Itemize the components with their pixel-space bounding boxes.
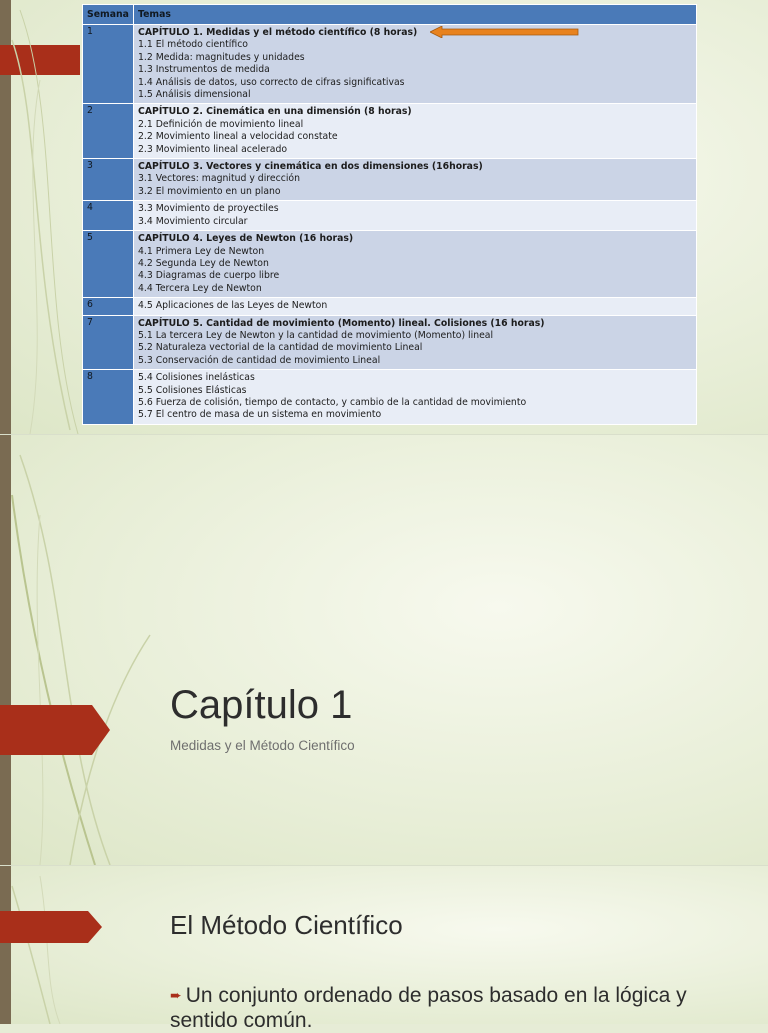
- schedule-table: [82, 4, 697, 425]
- bullet-arrow-icon: ➨: [170, 987, 182, 1003]
- accent-tab: [0, 911, 104, 943]
- table-row: [83, 25, 697, 104]
- chapter-subtitle: Medidas y el Método Científico: [170, 738, 355, 753]
- topic-item: 4.3 Diagramas de cuerpo libre: [138, 270, 280, 282]
- topic-item: 2.2 Movimiento lineal a velocidad constate: [138, 131, 338, 143]
- topic-item: 3.3 Movimiento de proyectiles: [138, 203, 279, 215]
- chapter-title: Capítulo 1: [170, 683, 353, 727]
- topic-item: 1.4 Análisis de datos, uso correcto de cifras significativas: [138, 76, 405, 88]
- chapter-heading: CAPÍTULO 2. Cinemática en una dimensión (8 horas): [138, 106, 412, 118]
- topic-item: 3.2 El movimiento en un plano: [138, 185, 281, 197]
- table-row: [83, 231, 697, 298]
- week-cell: 5: [83, 231, 134, 298]
- slide-chapter-title: [0, 435, 768, 865]
- week-cell: 6: [83, 298, 134, 315]
- topics-cell: [134, 104, 697, 159]
- bullet-text: Un conjunto ordenado de pasos basado en la lógica y sentido común.: [170, 984, 687, 1032]
- topic-item: 5.6 Fuerza de colisión, tiempo de contacto, y cambio de la cantidad de movimiento: [138, 396, 527, 408]
- table-row: [83, 159, 697, 201]
- week-cell: 7: [83, 315, 134, 370]
- topic-item: 4.4 Tercera Ley de Newton: [138, 282, 262, 294]
- topic-item: 1.3 Instrumentos de medida: [138, 64, 270, 76]
- topic-item: 5.4 Colisiones inelásticas: [138, 372, 255, 384]
- topic-item: 3.4 Movimiento circular: [138, 215, 248, 227]
- header-semana: Semana: [83, 5, 134, 25]
- topic-item: 1.2 Medida: magnitudes y unidades: [138, 51, 305, 63]
- topic-item: 5.7 El centro de masa de un sistema en movimiento: [138, 409, 382, 421]
- topics-cell: [134, 370, 697, 425]
- accent-tab: [0, 705, 112, 755]
- topic-item: 1.1 El método científico: [138, 39, 248, 51]
- topic-item: 4.2 Segunda Ley de Newton: [138, 257, 269, 269]
- table-row: [83, 201, 697, 231]
- table-row: [83, 298, 697, 315]
- slide-schedule: [0, 0, 768, 434]
- topics-cell: [134, 159, 697, 201]
- topic-item: 5.2 Naturaleza vectorial de la cantidad de movimiento Lineal: [138, 342, 423, 354]
- topic-item: 4.1 Primera Ley de Newton: [138, 245, 265, 257]
- topic-item: 4.5 Aplicaciones de las Leyes de Newton: [138, 300, 328, 312]
- bullet-item: [170, 983, 730, 1033]
- week-cell: 8: [83, 370, 134, 425]
- table-row: [83, 104, 697, 159]
- week-cell: 1: [83, 25, 134, 104]
- topic-item: 2.1 Definición de movimiento lineal: [138, 118, 304, 130]
- chapter-heading: CAPÍTULO 3. Vectores y cinemática en dos dimensiones (16horas): [138, 161, 483, 173]
- topics-cell: [134, 201, 697, 231]
- decorative-curves: [0, 866, 160, 1024]
- arrow-left-icon: [430, 26, 580, 38]
- topics-cell: [134, 315, 697, 370]
- topics-cell: [134, 231, 697, 298]
- chapter-heading: CAPÍTULO 4. Leyes de Newton (16 horas): [138, 233, 354, 245]
- topics-cell: [134, 298, 697, 315]
- topic-item: 5.5 Colisiones Elásticas: [138, 384, 247, 396]
- table-row: [83, 370, 697, 425]
- topic-item: 5.3 Conservación de cantidad de movimiento Lineal: [138, 354, 381, 366]
- decorative-curves: [0, 435, 200, 865]
- header-temas: Temas: [134, 5, 697, 25]
- week-cell: 3: [83, 159, 134, 201]
- week-cell: 2: [83, 104, 134, 159]
- topic-item: 5.1 La tercera Ley de Newton y la cantidad de movimiento (Momento) lineal: [138, 329, 494, 341]
- week-cell: 4: [83, 201, 134, 231]
- chapter-heading: CAPÍTULO 5. Cantidad de movimiento (Momento) lineal. Colisiones (16 horas): [138, 317, 545, 329]
- chapter-heading: CAPÍTULO 1. Medidas y el método científico (8 horas): [138, 27, 418, 38]
- table-row: [83, 315, 697, 370]
- topics-cell: [134, 25, 697, 104]
- topic-item: 1.5 Análisis dimensional: [138, 89, 251, 101]
- section-title: El Método Científico: [170, 910, 403, 940]
- topic-item: 2.3 Movimiento lineal acelerado: [138, 143, 288, 155]
- topic-item: 3.1 Vectores: magnitud y dirección: [138, 173, 301, 185]
